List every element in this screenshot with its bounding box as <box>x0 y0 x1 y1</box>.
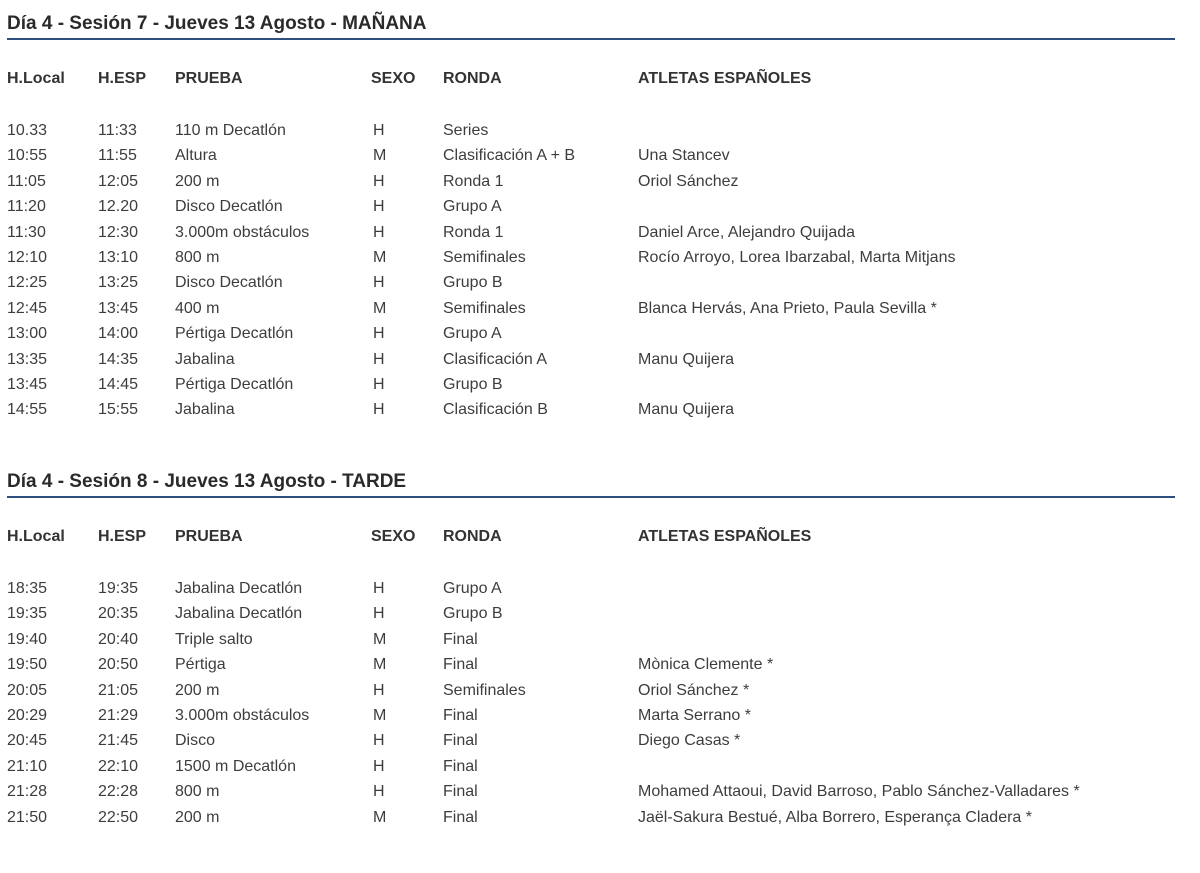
event-cell: 110 m Decatlón <box>175 122 286 139</box>
spain-time-cell: 12:30 <box>98 223 139 241</box>
event-cell: Disco <box>175 732 216 750</box>
event-cell: 400 m <box>175 299 220 317</box>
spain-time-cell: 20:35 <box>98 605 139 623</box>
sex-cell: H <box>373 732 385 750</box>
sex-cell: M <box>373 147 387 165</box>
local-time-cell: 21:28 <box>7 783 48 801</box>
table-row <box>7 805 1175 830</box>
sex-cell: H <box>373 757 385 775</box>
spain-time-cell: 12.20 <box>98 198 139 216</box>
table-row <box>7 397 1175 422</box>
spain-time-cell: 14:00 <box>98 325 139 343</box>
session-afternoon <box>7 468 1175 830</box>
header-sex: SEXO <box>371 528 416 545</box>
event-cell: 800 m <box>175 248 220 266</box>
event-cell: Jabalina Decatlón <box>175 580 303 597</box>
table-row <box>7 143 1175 168</box>
athletes-cell: Marta Serrano * <box>638 706 751 724</box>
athletes-cell: Diego Casas * <box>638 732 741 750</box>
sex-cell: H <box>373 198 385 216</box>
event-cell: 1500 m Decatlón <box>175 757 296 775</box>
athletes-cell: Jaël-Sakura Bestué, Alba Borrero, Esperança Cladera * <box>638 808 1032 826</box>
sex-cell: M <box>373 808 387 826</box>
round-cell: Grupo B <box>443 605 503 623</box>
table-header <box>7 524 1175 550</box>
table-row <box>7 270 1175 295</box>
local-time-cell: 11:20 <box>7 198 46 216</box>
local-time-cell: 11:30 <box>7 223 46 241</box>
spain-time-cell: 20:40 <box>98 630 139 648</box>
header-athletes: ATLETAS ESPAÑOLES <box>638 528 812 545</box>
local-time-cell: 13:00 <box>7 325 48 343</box>
table-row <box>7 678 1175 703</box>
event-cell: Triple salto <box>175 630 253 648</box>
round-cell: Semifinales <box>443 299 526 317</box>
local-time-cell: 19:40 <box>7 630 48 648</box>
event-cell: Jabalina <box>175 350 235 368</box>
local-time-cell: 10:55 <box>7 147 48 165</box>
table-row <box>7 728 1175 753</box>
event-cell: Jabalina <box>175 401 235 419</box>
local-time-cell: 12:25 <box>7 274 48 292</box>
local-time-cell: 20:29 <box>7 706 48 724</box>
sex-cell: H <box>373 172 385 190</box>
athletes-cell: Daniel Arce, Alejandro Quijada <box>638 223 856 241</box>
sex-cell: H <box>373 122 385 139</box>
round-cell: Grupo B <box>443 375 503 393</box>
table-row <box>7 652 1175 677</box>
athletes-cell: Mònica Clemente * <box>638 656 774 674</box>
athletes-cell: Oriol Sánchez * <box>638 681 750 699</box>
round-cell: Grupo A <box>443 325 502 343</box>
spain-time-cell: 14:35 <box>98 350 139 368</box>
athletes-cell: Manu Quijera <box>638 350 735 368</box>
spain-time-cell: 21:29 <box>98 706 139 724</box>
local-time-cell: 14:55 <box>7 401 48 419</box>
table-row <box>7 372 1175 397</box>
spain-time-cell: 20:50 <box>98 656 139 674</box>
round-cell: Final <box>443 630 478 648</box>
event-cell: Altura <box>175 147 217 165</box>
table-row <box>7 321 1175 346</box>
athletes-cell: Rocío Arroyo, Lorea Ibarzabal, Marta Mitjans <box>638 248 956 266</box>
round-cell: Ronda 1 <box>443 223 504 241</box>
table-row <box>7 576 1175 601</box>
table-row <box>7 245 1175 270</box>
spain-time-cell: 11:33 <box>98 122 137 139</box>
sex-cell: H <box>373 401 385 419</box>
header-spain-time: H.ESP <box>98 70 147 87</box>
header-sex: SEXO <box>371 70 416 87</box>
table-row <box>7 754 1175 779</box>
spain-time-cell: 22:10 <box>98 757 139 775</box>
table-row <box>7 779 1175 804</box>
round-cell: Grupo A <box>443 198 502 216</box>
round-cell: Semifinales <box>443 248 526 266</box>
local-time-cell: 20:45 <box>7 732 48 750</box>
sex-cell: H <box>373 350 385 368</box>
local-time-cell: 18:35 <box>7 580 48 597</box>
round-cell: Final <box>443 732 478 750</box>
sex-cell: M <box>373 706 387 724</box>
athletes-cell: Mohamed Attaoui, David Barroso, Pablo Sánchez-Valladares * <box>638 783 1080 801</box>
round-cell: Final <box>443 706 478 724</box>
round-cell: Final <box>443 757 478 775</box>
sex-cell: H <box>373 274 385 292</box>
event-cell: 200 m <box>175 681 220 699</box>
table-row <box>7 220 1175 245</box>
table-row <box>7 296 1175 321</box>
sex-cell: M <box>373 299 387 317</box>
schedule-rows <box>7 118 1175 423</box>
header-athletes: ATLETAS ESPAÑOLES <box>638 70 812 87</box>
table-row <box>7 703 1175 728</box>
spain-time-cell: 11:55 <box>98 147 137 165</box>
local-time-cell: 13:45 <box>7 375 48 393</box>
spain-time-cell: 14:45 <box>98 375 139 393</box>
spain-time-cell: 13:10 <box>98 248 139 266</box>
header-event: PRUEBA <box>175 70 243 87</box>
local-time-cell: 19:50 <box>7 656 48 674</box>
sex-cell: M <box>373 656 387 674</box>
athletes-cell: Oriol Sánchez <box>638 172 739 190</box>
local-time-cell: 10.33 <box>7 122 48 139</box>
table-row <box>7 169 1175 194</box>
round-cell: Clasificación A + B <box>443 147 576 165</box>
sex-cell: H <box>373 375 385 393</box>
round-cell: Grupo B <box>443 274 503 292</box>
round-cell: Clasificación A <box>443 350 548 368</box>
spain-time-cell: 13:45 <box>98 299 139 317</box>
spain-time-cell: 21:45 <box>98 732 139 750</box>
table-row <box>7 627 1175 652</box>
round-cell: Final <box>443 656 478 674</box>
header-round: RONDA <box>443 70 502 87</box>
local-time-cell: 12:10 <box>7 248 48 266</box>
event-cell: Pértiga Decatlón <box>175 325 294 343</box>
event-cell: Disco Decatlón <box>175 198 283 216</box>
sex-cell: H <box>373 223 385 241</box>
spain-time-cell: 13:25 <box>98 274 139 292</box>
event-cell: 200 m <box>175 172 220 190</box>
local-time-cell: 21:10 <box>7 757 48 775</box>
event-cell: Pértiga <box>175 656 226 674</box>
event-cell: Jabalina Decatlón <box>175 605 303 623</box>
local-time-cell: 20:05 <box>7 681 48 699</box>
round-cell: Ronda 1 <box>443 172 504 190</box>
event-cell: 3.000m obstáculos <box>175 223 310 241</box>
local-time-cell: 11:05 <box>7 172 46 190</box>
event-cell: Pértiga Decatlón <box>175 375 294 393</box>
event-cell: 200 m <box>175 808 220 826</box>
header-spain-time: H.ESP <box>98 528 147 545</box>
athletes-cell: Una Stancev <box>638 147 730 165</box>
athletes-cell: Blanca Hervás, Ana Prieto, Paula Sevilla * <box>638 299 937 317</box>
local-time-cell: 19:35 <box>7 605 48 623</box>
local-time-cell: 13:35 <box>7 350 48 368</box>
spain-time-cell: 22:50 <box>98 808 139 826</box>
round-cell: Series <box>443 122 489 139</box>
sex-cell: H <box>373 580 385 597</box>
header-local-time: H.Local <box>7 70 65 87</box>
local-time-cell: 21:50 <box>7 808 48 826</box>
local-time-cell: 12:45 <box>7 299 48 317</box>
header-round: RONDA <box>443 528 502 545</box>
header-event: PRUEBA <box>175 528 243 545</box>
round-cell: Final <box>443 808 478 826</box>
athletes-cell: Manu Quijera <box>638 401 735 419</box>
sex-cell: H <box>373 605 385 623</box>
session-morning <box>7 10 1175 423</box>
header-local-time: H.Local <box>7 528 65 545</box>
table-row <box>7 601 1175 626</box>
round-cell: Semifinales <box>443 681 526 699</box>
sex-cell: H <box>373 681 385 699</box>
event-cell: Disco Decatlón <box>175 274 283 292</box>
sex-cell: H <box>373 325 385 343</box>
round-cell: Clasificación B <box>443 401 548 419</box>
spain-time-cell: 22:28 <box>98 783 139 801</box>
spain-time-cell: 21:05 <box>98 681 139 699</box>
spain-time-cell: 12:05 <box>98 172 139 190</box>
schedule-rows <box>7 576 1175 830</box>
spain-time-cell: 15:55 <box>98 401 139 419</box>
event-cell: 800 m <box>175 783 220 801</box>
round-cell: Final <box>443 783 478 801</box>
round-cell: Grupo A <box>443 580 502 597</box>
sex-cell: M <box>373 248 387 266</box>
spain-time-cell: 19:35 <box>98 580 139 597</box>
table-row <box>7 347 1175 372</box>
sex-cell: M <box>373 630 387 648</box>
session-title: Día 4 - Sesión 8 - Jueves 13 Agosto - TARDE <box>7 468 1175 498</box>
table-row <box>7 118 1175 143</box>
sex-cell: H <box>373 783 385 801</box>
event-cell: 3.000m obstáculos <box>175 706 310 724</box>
table-row <box>7 194 1175 219</box>
session-title: Día 4 - Sesión 7 - Jueves 13 Agosto - MAÑANA <box>7 10 1175 40</box>
table-header <box>7 66 1175 92</box>
